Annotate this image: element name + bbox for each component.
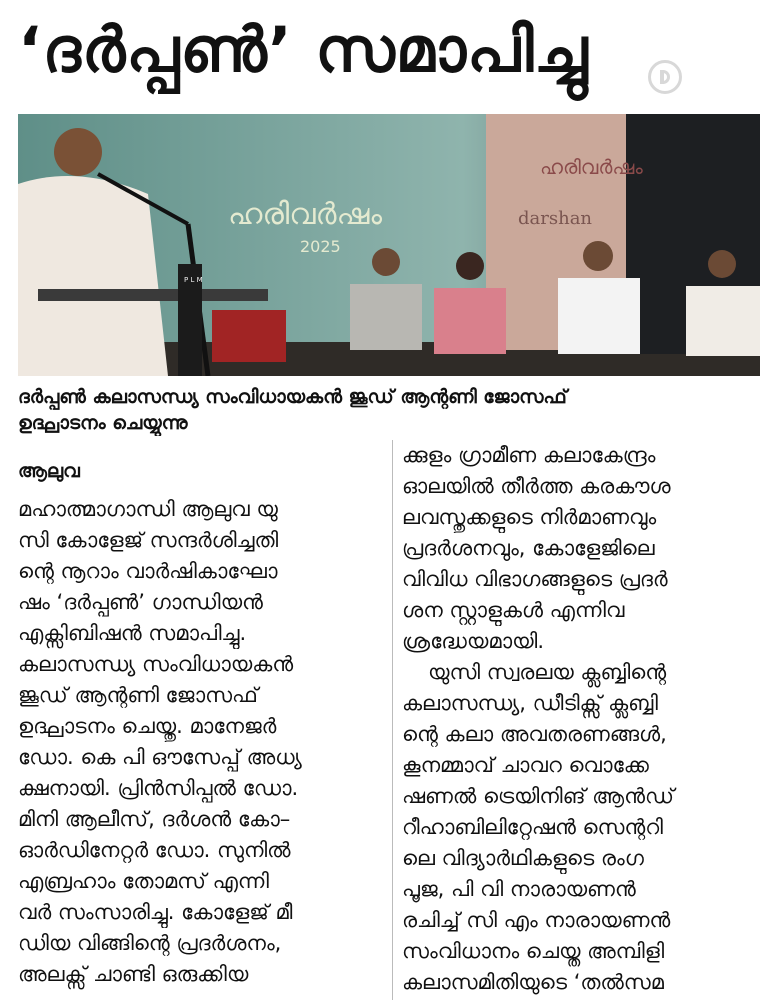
text-line: ജൂഡ് ആന്റണി ജോസഫ്	[18, 683, 258, 707]
text-line: ലെ വിദ്യാർഥികളുടെ രംഗ	[402, 846, 644, 870]
text-line: ന്റെ കലാ അവതരണങ്ങൾ,	[402, 722, 667, 746]
text-line: ശന സ്റ്റാളുകൾ എന്നിവ	[402, 598, 625, 622]
caption-line: ദർപ്പൺ കലാസന്ധ്യ സംവിധായകൻ ജൂഡ് ആന്റണി ജോസഫ്	[18, 386, 567, 408]
text-line: മിനി ആലീസ്, ദർശൻ കോ–	[18, 807, 291, 831]
headline: ‘ദർപ്പൺ’ സമാപിച്ചു	[18, 13, 589, 86]
text-line: കലാസന്ധ്യ സംവിധായകൻ	[18, 652, 294, 676]
text-line: ഉദ്ഘാടനം ചെയ്തു. മാനേജർ	[18, 714, 277, 738]
text-line: ഡിയ വിങ്ങിന്റെ പ്രദർശനം,	[18, 931, 282, 955]
text-line: ഷണൽ ട്രെയിനിങ് ആൻഡ്	[402, 784, 675, 808]
event-photo	[18, 114, 760, 376]
photo-caption	[18, 384, 760, 436]
text-line: പൂജ, പി വി നാരായണൻ	[402, 877, 636, 901]
article-column-left	[18, 458, 384, 990]
text-line: കൂനമ്മാവ് ചാവറ വൊക്കേ	[402, 753, 649, 777]
banner-title: ഹരിവർഷം	[540, 155, 643, 179]
text-line: സി കോളേജ് സന്ദർശിച്ചതി	[18, 528, 279, 552]
text-line: വർ സംസാരിച്ചു. കോളേജ് മീ	[18, 900, 293, 924]
text-line: കലാസന്ധ്യ, ഡീടിക്സ് ക്ലബ്ബി	[402, 691, 658, 715]
banner-word: darshan	[518, 208, 593, 229]
text-line: എക്സിബിഷൻ സമാപിച്ചു.	[18, 621, 247, 645]
text-line: രചിച്ച് സി എം നാരായണൻ	[402, 908, 671, 932]
dateline: ആലുവ	[18, 460, 80, 482]
text-line: കലാസമിതിയുടെ ‘തൽസമ	[402, 970, 664, 994]
text-line: ഷം ‘ദർപ്പൺ’ ഗാന്ധിയൻ	[18, 590, 263, 614]
text-line: മഹാത്മാഗാന്ധി ആലുവ യു	[18, 497, 278, 521]
text-line: പ്രദർശനവും, കോളേജിലെ	[402, 536, 655, 560]
text-line: ക്കുളം ഗ്രാമീണ കലാകേന്ദ്രം	[402, 443, 656, 467]
text-line: യുസി സ്വരലയ ക്ലബ്ബിന്റെ	[428, 660, 667, 684]
article-column-right	[402, 440, 760, 998]
text-line: ലവസ്തുക്കളുടെ നിർമാണവും	[402, 505, 657, 529]
text-line: വിവിധ വിഭാഗങ്ങളുടെ പ്രദർ	[402, 567, 668, 591]
backdrop-title: ഹരിവർഷം	[228, 197, 383, 232]
caption-line: ഉദ്ഘാടനം ചെയ്യുന്നു	[18, 412, 188, 434]
text-line: ന്റെ നൂറാം വാർഷികാഘോ	[18, 559, 278, 583]
text-line: ഓർഡിനേറ്റർ ഡോ. സുനിൽ	[18, 838, 291, 862]
text-line: അലക്സ് ചാണ്ടി ഒരുക്കിയ	[18, 962, 249, 986]
watermark-logo-icon	[648, 60, 682, 94]
text-line: ഓലയിൽ തീർത്ത കരകൗശ	[402, 474, 671, 498]
text-line: ശ്രദ്ധേയമായി.	[402, 629, 544, 653]
text-line: എബ്രഹാം തോമസ് എന്നി	[18, 869, 269, 893]
text-line: ഡോ. കെ പി ഔസേപ്പ് അധ്യ	[18, 745, 302, 769]
backdrop-year: 2025	[300, 237, 341, 256]
text-line: ക്ഷനായി. പ്രിൻസിപ്പൽ ഡോ.	[18, 776, 299, 800]
text-line: റീഹാബിലിറ്റേഷൻ സെന്ററി	[402, 815, 663, 839]
podium-label: P L M	[184, 276, 203, 284]
column-divider	[392, 440, 393, 1000]
text-line: സംവിധാനം ചെയ്ത അമ്പിളി	[402, 939, 665, 963]
